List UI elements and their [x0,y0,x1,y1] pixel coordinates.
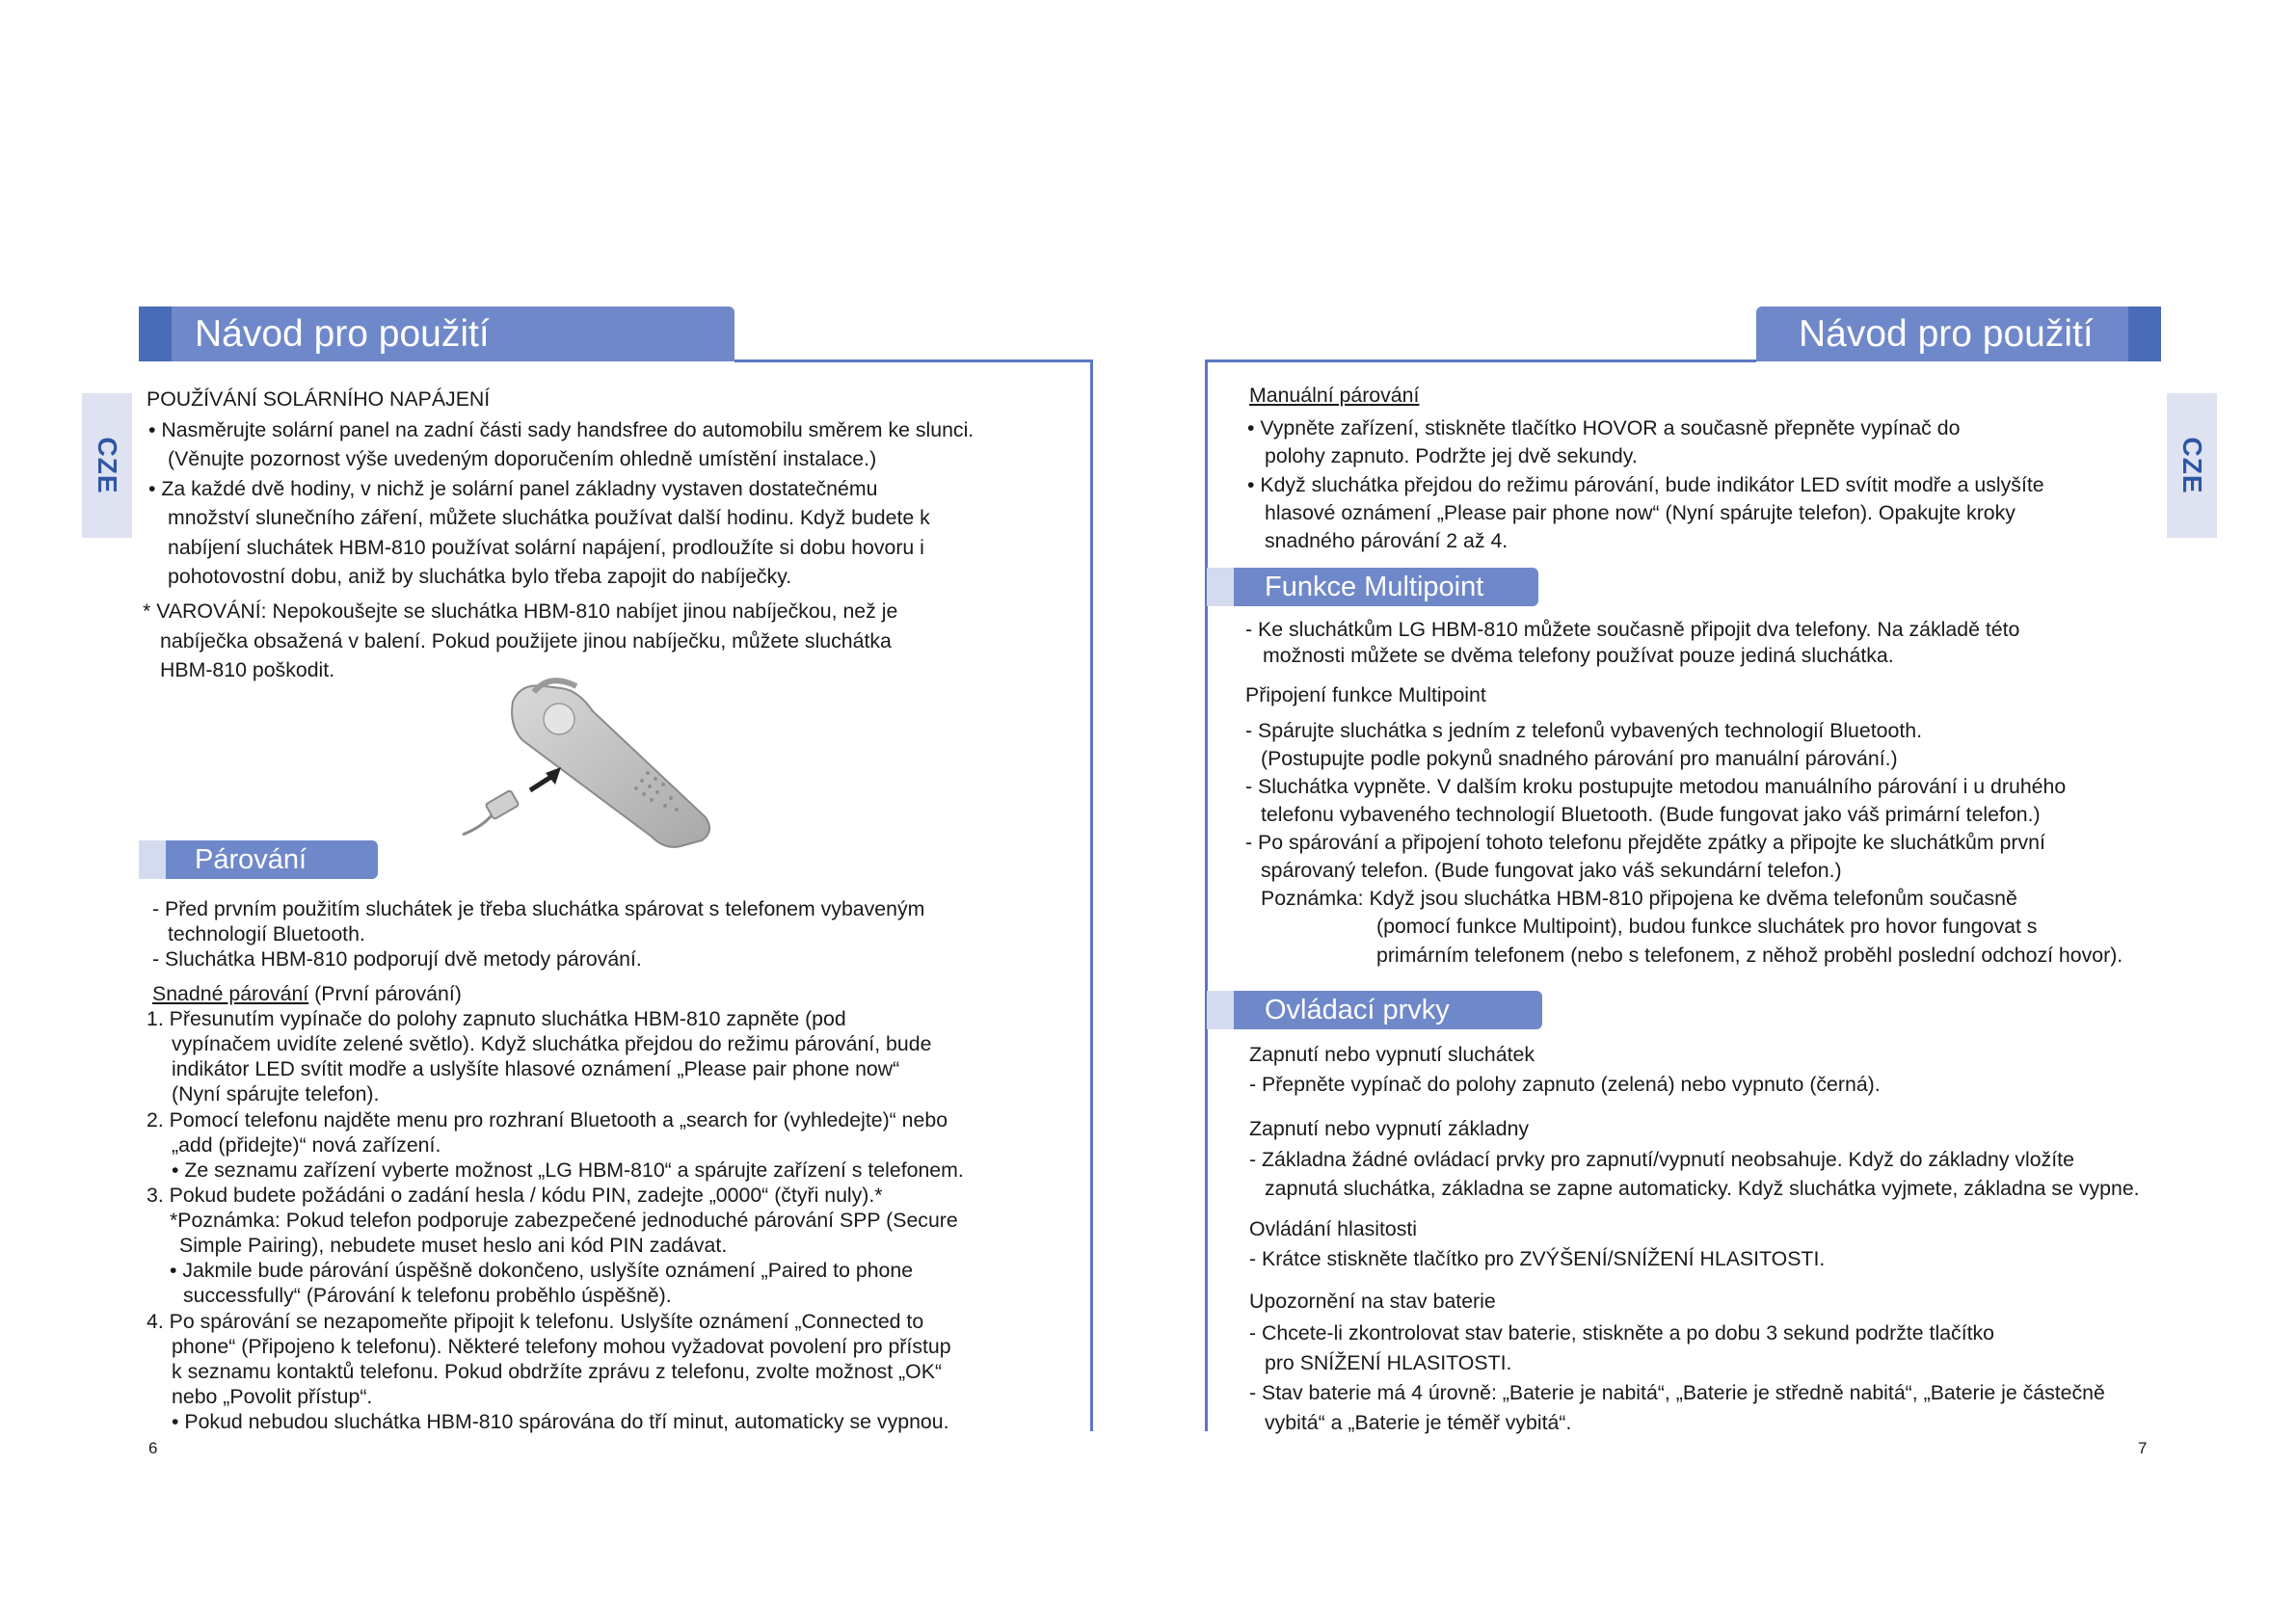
multipoint-intro-2: možnosti můžete se dvěma telefony používat pouze jediná sluchátka. [1263,644,1894,667]
controls-line-8: Upozornění na stav baterie [1249,1290,1496,1313]
manual-line-5: snadného párování 2 až 4. [1265,529,1508,552]
controls-line-6: Ovládání hlasitosti [1249,1217,1418,1240]
pairing-intro-1: - Před prvním použitím sluchátek je třeba sluchátka spárovat s telefonem vybaveným [152,897,925,920]
multipoint-title: Funkce Multipoint [1265,572,1484,602]
side-tab-label-right: CZE [2177,437,2207,494]
multipoint-line-2: (Postupujte podle pokynů snadného párování pro manuální párování.) [1261,747,1898,770]
solar-heading: POUŽÍVÁNÍ SOLÁRNÍHO NAPÁJENÍ [147,387,491,411]
controls-line-10: pro SNÍŽENÍ HLASITOSTI. [1265,1351,1512,1374]
multipoint-note-3: primárním telefonem (nebo s telefonem, z něhož proběhl poslední odchozí hovor). [1376,944,2123,967]
right-header-rule [1205,359,1756,362]
step-line-6: „add (přidejte)“ nová zařízení. [172,1133,441,1157]
pairing-intro-2: technologií Bluetooth. [168,922,365,945]
step-line-13: 4. Po spárování se nezapomeňte připojit k telefonu. Uslyšíte oznámení „Connected to [147,1310,924,1333]
side-tab-label: CZE [93,437,122,494]
step-line-8: 3. Pokud budete požádáni o zadání hesla / kódu PIN, zadejte „0000“ (čtyři nuly).* [147,1184,883,1207]
right-header-accent [2128,306,2161,361]
controls-section-header [1207,991,1542,1029]
right-title-text: Návod pro použití [1799,313,2094,355]
controls-line-2: - Přepněte vypínač do polohy zapnuto (zelená) nebo vypnuto (černá). [1249,1073,1881,1096]
pairing-intro-3: - Sluchátka HBM-810 podporují dvě metody párování. [152,947,642,971]
controls-line-9: - Chcete-li zkontrolovat stav baterie, stiskněte a po dobu 3 sekund podržte tlačítko [1249,1321,1995,1344]
step-line-4: (Nyní spárujte telefon). [172,1082,380,1105]
controls-line-7: - Krátce stiskněte tlačítko pro ZVÝŠENÍ/SNÍŽENÍ HLASITOSTI. [1249,1247,1826,1270]
step-line-10: Simple Pairing), nebudete muset heslo ani kód PIN zadávat. [179,1234,728,1257]
left-header-accent [139,306,172,361]
step-line-1: 1. Přesunutím vypínače do polohy zapnuto sluchátka HBM-810 zapněte (pod [147,1007,846,1030]
step-line-2: vypínačem uvidíte zelené světlo). Když sluchátka přejdou do režimu párování, bude [172,1032,932,1055]
step-line-11: • Jakmile bude párování úspěšně dokončeno, uslyšíte oznámení „Paired to phone [170,1259,914,1282]
solar-line-3: • Za každé dvě hodiny, v nichž je solární panel základny vystaven dostatečnému [148,477,878,500]
step-line-3: indikátor LED svítit modře a uslyšíte hlasové oznámení „Please pair phone now“ [172,1057,900,1080]
solar-line-4: množství slunečního záření, můžete sluchátka používat další hodinu. Když budete k [168,506,930,529]
manual-line-3: • Když sluchátka přejdou do režimu párování, bude indikátor LED svítit modře a uslyšíte [1247,473,2044,496]
controls-title: Ovládací prvky [1265,995,1450,1025]
left-page-number: 6 [148,1439,158,1457]
warning-line-2: nabíječka obsažená v balení. Pokud použijete jinou nabíječku, můžete sluchátka [160,629,892,652]
right-page-number: 7 [2138,1439,2148,1457]
right-page-title [1756,306,2128,361]
multipoint-note-1: Poznámka: Když jsou sluchátka HBM-810 připojena ke dvěma telefonům současně [1261,887,2017,910]
step-line-9: *Poznámka: Pokud telefon podporuje zabezpečené jednoduché párování SPP (Secure [170,1209,958,1232]
step-line-16: nebo „Povolit přístup“. [172,1385,373,1408]
step-line-12: successfully“ (Párování k telefonu proběhlo úspěšně). [183,1284,672,1307]
solar-line-2: (Věnujte pozornost výše uvedeným doporučením ohledně umístění instalace.) [168,447,877,470]
warning-line-1: * VAROVÁNÍ: Nepokoušejte se sluchátka HBM-810 nabíjet jinou nabíječkou, než je [143,599,898,623]
multipoint-line-4: telefonu vybaveného technologií Bluetooth. (Bude fungovat jako váš primární telefon.) [1261,803,2041,826]
side-tab-left [82,393,132,538]
step-line-5: 2. Pomocí telefonu najděte menu pro rozhraní Bluetooth a „search for (vyhledejte)“ nebo [147,1108,948,1131]
multipoint-line-3: - Sluchátka vypněte. V dalším kroku postupujte metodou manuálního párování i u druhého [1245,775,2067,798]
multipoint-note-2: (pomocí funkce Multipoint), budou funkce sluchátek pro hovor fungovat s [1376,915,2038,938]
controls-line-12: vybitá“ a „Baterie je téměř vybitá“. [1265,1411,1572,1434]
manual-pairing-label: Manuální párování [1249,384,1420,407]
headset-charger-illustration [453,673,723,852]
easy-pairing-heading [152,980,462,1008]
left-page-title [172,306,734,361]
step-line-14: phone“ (Připojeno k telefonu). Některé telefony mohou vyžadovat povolení pro přístup [172,1335,951,1358]
multipoint-line-5: - Po spárování a připojení tohoto telefonu přejděte zpátky a připojte ke sluchátkům první [1245,831,2045,854]
step-line-15: k seznamu kontaktů telefonu. Pokud obdržíte zprávu z telefonu, zvolte možnost „OK“ [172,1360,943,1383]
left-page-border [1090,359,1093,1431]
step-line-7: • Ze seznamu zařízení vyberte možnost „LG HBM-810“ a spárujte zařízení s telefonem. [172,1158,964,1182]
controls-line-5: zapnutá sluchátka, základna se zapne automaticky. Když sluchátka vyjmete, základna se vypne. [1265,1177,2140,1200]
solar-line-1: • Nasměrujte solární panel na zadní části sady handsfree do automobilu směrem ke slunci. [148,418,974,441]
multipoint-intro-1: - Ke sluchátkům LG HBM-810 můžete současně připojit dva telefony. Na základě této [1245,618,2020,641]
pairing-title: Párování [195,844,307,875]
multipoint-sub-heading: Připojení funkce Multipoint [1245,683,1486,706]
step-line-17: • Pokud nebudou sluchátka HBM-810 spárována do tří minut, automaticky se vypnou. [172,1410,949,1433]
warning-line-3: HBM-810 poškodit. [160,658,335,681]
easy-pairing-label: Snadné párování [152,982,309,1005]
manual-line-4: hlasové oznámení „Please pair phone now“ (Nyní spárujte telefon). Opakujte kroky [1265,501,2016,524]
solar-line-5: nabíjení sluchátek HBM-810 používat solární napájení, prodloužíte si dobu hovoru i [168,536,924,559]
multipoint-line-1: - Spárujte sluchátka s jedním z telefonů vybavených technologií Bluetooth. [1245,719,1923,742]
manual-line-2: polohy zapnuto. Podržte jej dvě sekundy. [1265,444,1638,467]
left-title-text: Návod pro použití [195,313,490,355]
controls-line-3: Zapnutí nebo vypnutí základny [1249,1117,1530,1140]
controls-line-11: - Stav baterie má 4 úrovně: „Baterie je nabitá“, „Baterie je středně nabitá“, „Baterie je částečně [1249,1381,2105,1404]
multipoint-section-header [1207,568,1538,606]
manual-line-1: • Vypněte zařízení, stiskněte tlačítko HOVOR a současně přepněte vypínač do [1247,416,1961,439]
left-header-rule [734,359,1093,362]
controls-line-4: - Základna žádné ovládací prvky pro zapnutí/vypnutí neobsahuje. Když do základny vložíte [1249,1148,2074,1171]
right-page-border [1205,359,1208,1431]
easy-pairing-suffix: (První párování) [308,982,462,1005]
pairing-section-header [139,840,378,879]
solar-line-6: pohotovostní dobu, aniž by sluchátka bylo třeba zapojit do nabíječky. [168,565,792,588]
controls-line-1: Zapnutí nebo vypnutí sluchátek [1249,1043,1535,1066]
multipoint-line-6: spárovaný telefon. (Bude fungovat jako váš sekundární telefon.) [1261,859,1842,882]
side-tab-right [2167,393,2217,538]
